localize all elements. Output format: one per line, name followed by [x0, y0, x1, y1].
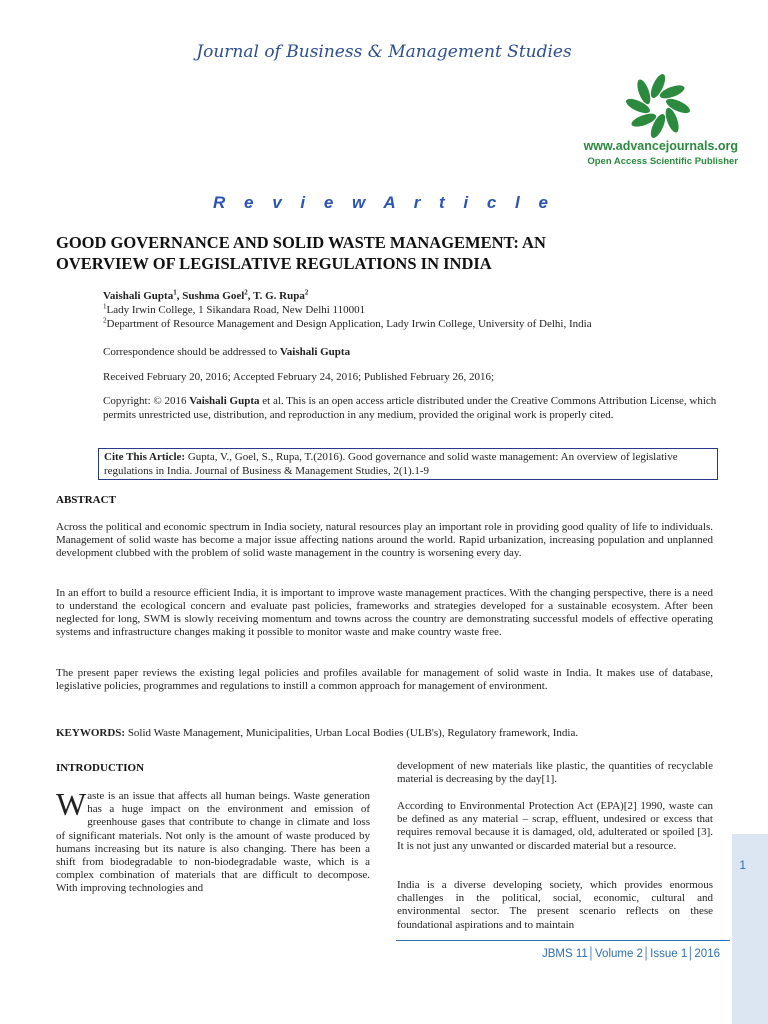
cite-text: Gupta, V., Goel, S., Rupa, T.(2016). Good governance and solid waste management: An overview of legislative regulations in India. Journal of Business & Management Studies, 2(1).1-9 [104, 451, 678, 477]
abstract-paragraph-1: Across the political and economic spectrum in India society, natural resources play an important role in providing good quality of life to individuals. Management of solid waste has become a major issue affecting nations around the world. Rapid urbanization, increasing population and unplanned development clubbed with the problem of solid waste management in the country is worsening every day. [56, 521, 713, 559]
introduction-left-column [56, 786, 370, 896]
affiliation-sup: 1 [103, 302, 107, 311]
introduction-right-paragraph-2: According to Environmental Protection Act (EPA)[2] 1990, waste can be defined as any material – scrap, effluent, undesired or excess that requires removal because it is damaged, old, adulterated or spoiled [3]. It is not just any unwanted or discarded material but a resource. [397, 800, 713, 852]
page-number: 1 [739, 858, 746, 872]
correspondence-name: Vaishali Gupta [279, 346, 351, 358]
affiliation-text: Lady Irwin College, 1 Sikandara Road, New Delhi 110001 [106, 304, 366, 316]
publisher-tagline: Open Access Scientific Publisher [587, 156, 738, 167]
affiliation-1 [103, 304, 723, 317]
cite-this-article-box [98, 448, 718, 480]
title-line-1: GOOD GOVERNANCE AND SOLID WASTE MANAGEMENT: AN [56, 233, 546, 252]
author-name: T. G. Rupa [253, 290, 305, 302]
introduction-text: aste is an issue that affects all human beings. Waste generation has a huge impact on the environment and emission of greenhouse gases that contribute to change in climate and loss of significant materials. Not only is the amount of waste produced by humans increasing but its nature is also changing. There has been a shift from biodegradable to non-biodegradable waste, which is a complex combination of materials that are difficult to decompose. With improving technologies and [56, 790, 370, 895]
journal-footer: JBMS 11│Volume 2│Issue 1│2016 [542, 948, 720, 960]
publication-dates: Received February 20, 2016; Accepted February 24, 2016; Published February 26, 2016; [103, 371, 495, 383]
footer-divider [396, 940, 730, 941]
publisher-url[interactable]: www.advancejournals.org [583, 139, 738, 153]
cite-label: Cite This Article: [104, 451, 186, 463]
page-side-tab [732, 834, 768, 1024]
author-name: Vaishali Gupta [103, 290, 174, 302]
author-separator: , [176, 290, 183, 302]
copyright-notice [103, 395, 723, 422]
author-separator: , [247, 290, 254, 302]
affiliation-text: Department of Resource Management and Design Application, Lady Irwin College, University of Delhi, India [106, 318, 592, 330]
abstract-paragraph-3: The present paper reviews the existing legal policies and profiles available for management of solid waste in India. It makes use of database, legislative policies, programmes and regulations to instill a common approach for management of environment. [56, 667, 713, 692]
article-title [56, 232, 736, 274]
introduction-right-paragraph-1: development of new materials like plastic, the quantities of recyclable material is decreasing by the day[1]. [397, 760, 713, 786]
author-sup: 2 [244, 288, 248, 297]
drop-cap: W [56, 786, 87, 822]
author-list [103, 290, 723, 303]
copyright-text: et al. This is an open access article distributed under the Creative Commons Attribution License, which permits unrestricted use, distribution, and reproduction in any medium, provided the original work is properly cited. [103, 395, 717, 421]
keywords-text: Solid Waste Management, Municipalities, Urban Local Bodies (ULB's), Regulatory framework, India. [125, 727, 579, 739]
journal-title: Journal of Business & Management Studies [196, 42, 572, 62]
title-line-2: OVERVIEW OF LEGISLATIVE REGULATIONS IN INDIA [56, 254, 492, 273]
correspondence-prefix: Correspondence should be addressed to [103, 346, 280, 358]
keywords-label: KEYWORDS: [56, 727, 126, 739]
abstract-paragraph-2: In an effort to build a resource efficient India, it is important to improve waste management practices. With the changing perspective, there is a need to understand the ecological concern and evaluate past policies, frameworks and strategies developed for a sustainable ecosystem. After been neglected for long, SWM is slowly receiving momentum and towns across the country are demonstrating successful models of effective operating systems and infrastructure changes making it possible to monitor waste and make country waste free. [56, 587, 713, 638]
introduction-heading: INTRODUCTION [56, 762, 145, 774]
copyright-prefix: Copyright: © 2016 [103, 395, 190, 407]
article-type: R e v i e w A r t i c l e [213, 193, 555, 212]
copyright-name: Vaishali Gupta [189, 395, 260, 407]
affiliation-2 [103, 318, 723, 331]
author-sup: 1 [173, 288, 177, 297]
keywords [56, 727, 713, 739]
affiliation-sup: 2 [103, 316, 107, 325]
author-name: Sushma Goel [182, 290, 245, 302]
pinwheel-leaf-logo [622, 70, 694, 142]
abstract-heading: ABSTRACT [56, 494, 116, 506]
correspondence [103, 346, 723, 359]
introduction-right-paragraph-3: India is a diverse developing society, which provides enormous challenges in the political, social, economic, cultural and environmental sector. The present scenario reflects on these foundational aspirations and to maintain [397, 879, 713, 931]
author-sup: 2 [304, 288, 309, 297]
